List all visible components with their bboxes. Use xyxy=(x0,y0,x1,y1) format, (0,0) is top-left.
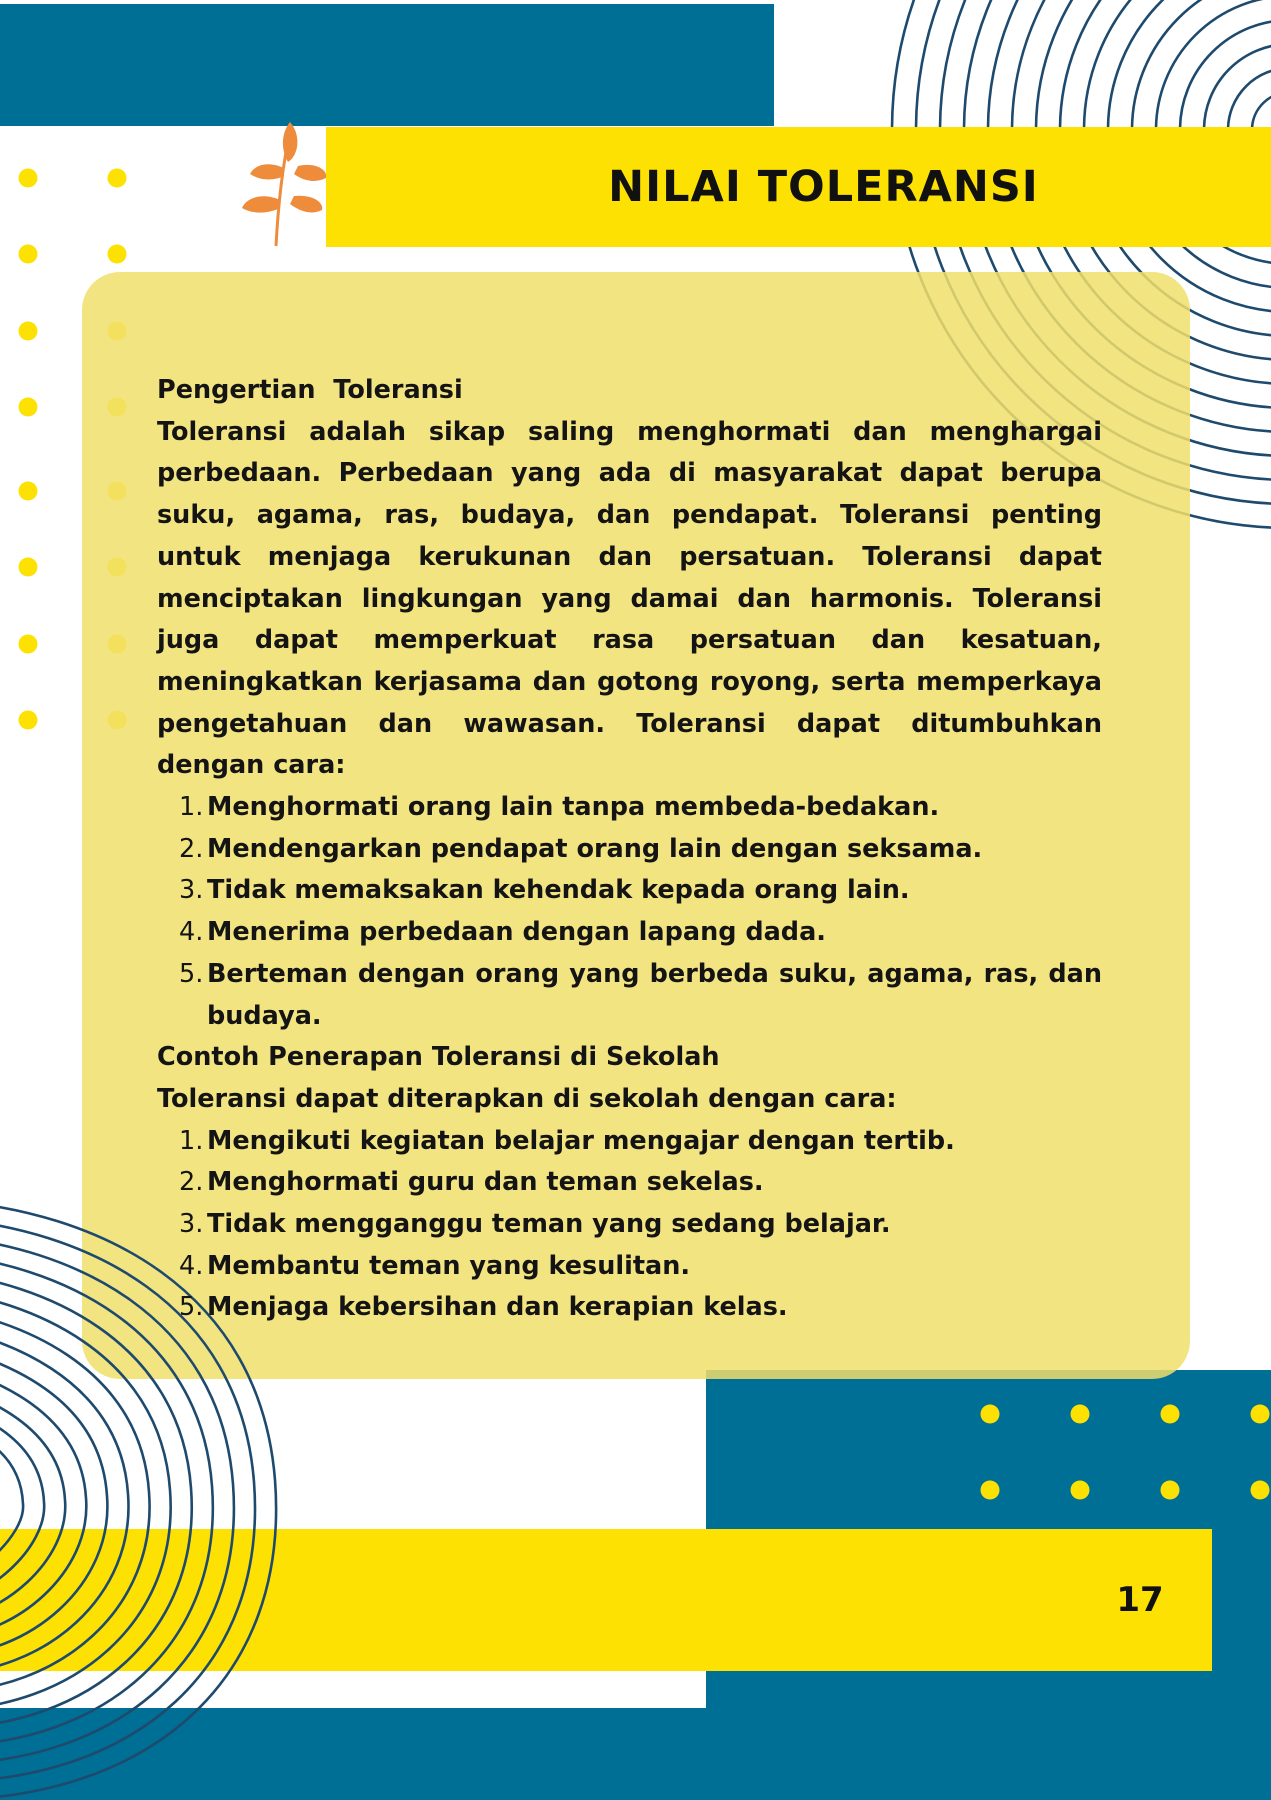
list-item xyxy=(157,1246,1102,1288)
list-item xyxy=(157,1162,1102,1204)
list-item-number: 2. xyxy=(179,833,204,864)
list-item-number: 5. xyxy=(179,1292,204,1323)
list-item xyxy=(157,954,1102,1037)
section2-intro: Toleransi dapat diterapkan di sekolah dengan cara: xyxy=(157,1083,897,1114)
list-item-text: Mengikuti kegiatan belajar mengajar dengan tertib. xyxy=(207,1125,955,1156)
list-item-text: Tidak memaksakan kehendak kepada orang lain. xyxy=(207,875,910,906)
list-item-number: 5. xyxy=(179,958,204,989)
list-item-text: Menghormati orang lain tanpa membeda-bedakan. xyxy=(207,792,940,823)
list-item-text: Mendengarkan pendapat orang lain dengan seksama. xyxy=(207,833,983,864)
list-item xyxy=(157,1121,1102,1163)
list-item-number: 1. xyxy=(179,792,204,823)
section1-list xyxy=(157,787,1102,1037)
list-item-text: Menjaga kebersihan dan kerapian kelas. xyxy=(207,1292,788,1323)
list-item xyxy=(157,829,1102,871)
section1-paragraph: Toleransi adalah sikap saling menghormati dan menghargai perbedaan. Perbedaan yang ada di masyarakat dapat berupa suku, agama, ras, budaya, dan pendapat. Toleransi penting untuk menjaga kerukunan dan persatuan. Toleransi dapat menciptakan lingkungan yang damai dan harmonis. Toleransi juga dapat memperkuat rasa persatuan dan kesatuan, meningkatkan kerjasama dan gotong royong, serta memperkaya pengetahuan dan wawasan. Toleransi dapat ditumbuhkan dengan cara: xyxy=(157,416,1102,781)
list-item-number: 4. xyxy=(179,917,204,948)
list-item-text: Berteman dengan orang yang berbeda suku, agama, ras, dan budaya. xyxy=(207,958,1102,1031)
list-item xyxy=(157,1204,1102,1246)
section2-heading: Contoh Penerapan Toleransi di Sekolah xyxy=(157,1042,720,1073)
list-item-number: 1. xyxy=(179,1125,204,1156)
page-number: 17 xyxy=(1116,1580,1164,1620)
leaf-icon xyxy=(232,118,330,250)
list-item-text: Menerima perbedaan dengan lapang dada. xyxy=(207,917,826,948)
list-item-number: 2. xyxy=(179,1167,204,1198)
content-text xyxy=(157,370,1102,1329)
section1-heading: Pengertian Toleransi xyxy=(157,375,463,405)
page-title: NILAI TOLERANSI xyxy=(608,162,1039,212)
list-item xyxy=(157,912,1102,954)
list-item-text: Tidak mengganggu teman yang sedang belajar. xyxy=(207,1209,891,1240)
list-item xyxy=(157,870,1102,912)
list-item xyxy=(157,1287,1102,1329)
section2-list xyxy=(157,1121,1102,1330)
list-item-number: 3. xyxy=(179,1209,204,1240)
list-item xyxy=(157,787,1102,829)
bottom-right-dots xyxy=(981,1405,1270,1500)
list-item-number: 4. xyxy=(179,1250,204,1281)
list-item-text: Menghormati guru dan teman sekelas. xyxy=(207,1167,764,1198)
list-item-text: Membantu teman yang kesulitan. xyxy=(207,1250,691,1281)
list-item-number: 3. xyxy=(179,875,204,906)
